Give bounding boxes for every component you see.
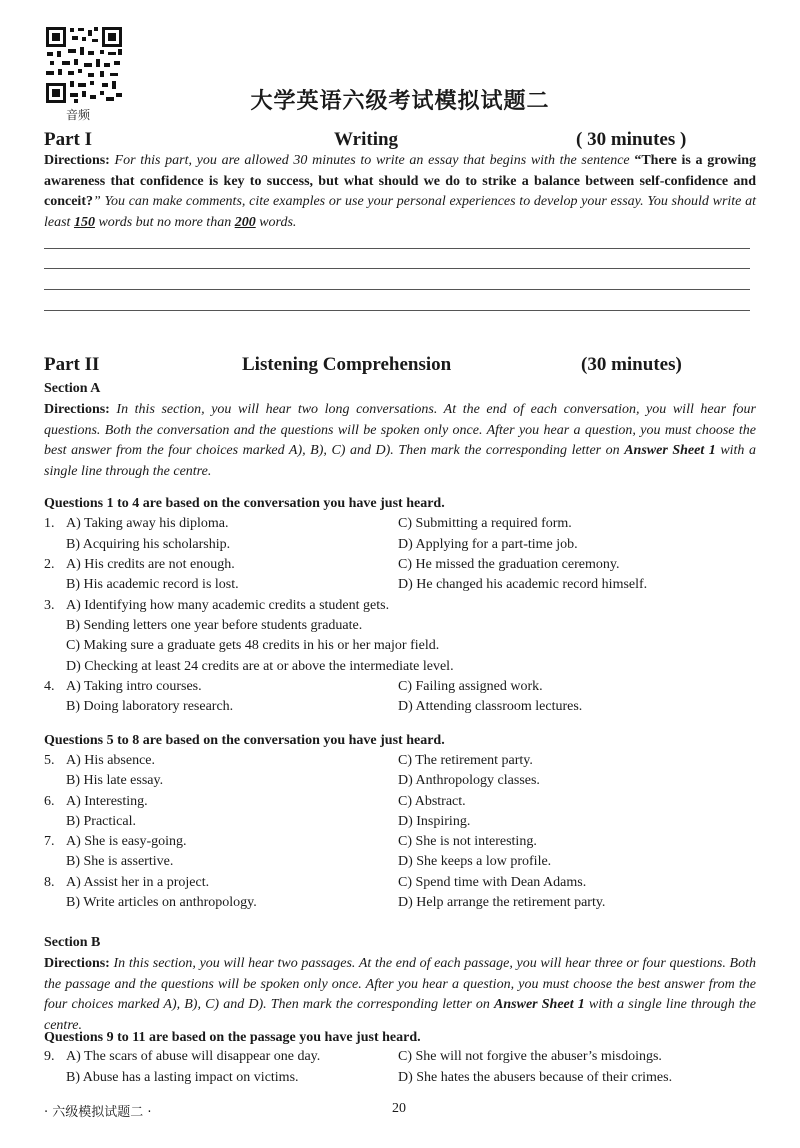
option-a[interactable]: A) Assist her in a project.: [66, 875, 210, 890]
option-c[interactable]: C) Making sure a graduate gets 48 credits in his or her major field.: [66, 638, 440, 653]
directions-text-2: ” You can make comments, cite examples or use your personal experiences to develop your essay. You should write at least: [44, 194, 756, 230]
option-d[interactable]: D) Help arrange the retirement party.: [398, 895, 606, 910]
option-a[interactable]: A) His credits are not enough.: [66, 557, 235, 572]
part1-directions: [44, 151, 756, 233]
question-number: 4.: [44, 679, 55, 694]
option-b[interactable]: B) Sending letters one year before students graduate.: [66, 618, 363, 633]
part1-name: Writing: [334, 129, 399, 150]
option-a[interactable]: A) Taking intro courses.: [66, 679, 202, 694]
essay-opening-sentence: “There is a growing awareness that confidence is key to success, but what should we do to strike a balance between self-confidence and conceit?: [44, 153, 756, 210]
section-a-directions: [44, 400, 756, 482]
option-d[interactable]: D) Checking at least 24 credits are at or above the intermediate level.: [66, 659, 454, 674]
section-b-directions: [44, 954, 756, 1036]
part1-time: ( 30 minutes ): [576, 129, 687, 150]
option-a[interactable]: A) His absence.: [66, 753, 156, 768]
footer-label: · 六级模拟试题二 ·: [44, 1105, 152, 1120]
question-number: 6.: [44, 794, 55, 809]
option-d[interactable]: D) Applying for a part-time job.: [398, 537, 578, 552]
option-b[interactable]: B) Acquiring his scholarship.: [66, 537, 231, 552]
option-c[interactable]: C) The retirement party.: [398, 753, 533, 768]
min-words: 150: [73, 214, 95, 230]
max-words: 200: [234, 214, 256, 230]
part2-label: Part II: [44, 354, 100, 375]
option-d[interactable]: D) She keeps a low profile.: [398, 854, 552, 869]
option-c[interactable]: C) Submitting a required form.: [398, 516, 572, 531]
option-d[interactable]: D) He changed his academic record himself.: [398, 577, 648, 592]
option-b[interactable]: B) Practical.: [66, 814, 136, 829]
option-c[interactable]: C) Failing assigned work.: [398, 679, 543, 694]
option-b[interactable]: B) Write articles on anthropology.: [66, 895, 257, 910]
writing-line[interactable]: [44, 310, 750, 311]
writing-line[interactable]: [44, 289, 750, 290]
question-number: 3.: [44, 598, 55, 613]
option-b[interactable]: B) She is assertive.: [66, 854, 174, 869]
option-a[interactable]: A) She is easy-going.: [66, 834, 187, 849]
option-c[interactable]: C) Spend time with Dean Adams.: [398, 875, 587, 890]
option-a[interactable]: A) Interesting.: [66, 794, 148, 809]
part1-label: Part I: [44, 129, 93, 150]
directions-text-1: In this section, you will hear two passages. At the end of each passage, you will hear three or four questions. Both the passage and the questions will be spoken only once. After you hear a question, you must choose the best answer from the four choices marked A), B), C) and D). Then mark the corresponding letter on: [44, 956, 756, 1013]
question-number: 9.: [44, 1049, 55, 1064]
part2-time: (30 minutes): [581, 354, 682, 375]
directions-text-2: with a single line through the centre.: [44, 443, 756, 479]
audio-label: 音频: [66, 108, 91, 122]
option-c[interactable]: C) She is not interesting.: [398, 834, 537, 849]
answer-sheet-label: Answer Sheet 1: [624, 443, 716, 459]
question-number: 8.: [44, 875, 55, 890]
option-d[interactable]: D) Attending classroom lectures.: [398, 699, 583, 714]
question-group-heading: Questions 5 to 8 are based on the conversation you have just heard.: [44, 733, 445, 748]
option-c[interactable]: C) She will not forgive the abuser’s misdoings.: [398, 1049, 662, 1064]
option-b[interactable]: B) His academic record is lost.: [66, 577, 239, 592]
answer-sheet-label: Answer Sheet 1: [494, 997, 585, 1013]
option-d[interactable]: D) She hates the abusers because of their crimes.: [398, 1070, 673, 1085]
option-b[interactable]: B) Abuse has a lasting impact on victims.: [66, 1070, 299, 1085]
part2-name: Listening Comprehension: [242, 354, 452, 375]
qr-code-icon[interactable]: [44, 25, 124, 105]
option-b[interactable]: B) His late essay.: [66, 773, 164, 788]
question-number: 1.: [44, 516, 55, 531]
option-d[interactable]: D) Inspiring.: [398, 814, 471, 829]
section-b-label: Section B: [44, 935, 101, 950]
writing-line[interactable]: [44, 268, 750, 269]
option-a[interactable]: A) The scars of abuse will disappear one day.: [66, 1049, 321, 1064]
directions-label: Directions:: [44, 956, 110, 971]
option-a[interactable]: A) Identifying how many academic credits a student gets.: [66, 598, 390, 613]
question-number: 7.: [44, 834, 55, 849]
page-number: 20: [392, 1101, 406, 1116]
question-number: 2.: [44, 557, 55, 572]
section-a-label: Section A: [44, 381, 101, 396]
option-c[interactable]: C) He missed the graduation ceremony.: [398, 557, 620, 572]
exam-title: 大学英语六级考试模拟试题二: [250, 89, 550, 114]
directions-text-1: In this section, you will hear two long conversations. At the end of each conversation, you will hear four questions. Both the conversation and the questions will be spoken only once. After you hear a question, you must choose the best answer from the four choices marked A), B), C) and D). Then mark the corresponding letter on: [44, 402, 756, 459]
question-group-heading: Questions 9 to 11 are based on the passage you have just heard.: [44, 1030, 421, 1045]
directions-text-1: For this part, you are allowed 30 minutes to write an essay that begins with the sentence: [109, 153, 635, 168]
directions-text-2: with a single line through the centre.: [44, 997, 756, 1033]
directions-text-3: words but no more than: [94, 214, 235, 230]
option-d[interactable]: D) Anthropology classes.: [398, 773, 540, 788]
question-group-heading: Questions 1 to 4 are based on the conversation you have just heard.: [44, 496, 445, 511]
writing-line[interactable]: [44, 248, 750, 249]
option-b[interactable]: B) Doing laboratory research.: [66, 699, 234, 714]
directions-text-4: words.: [255, 214, 297, 230]
option-c[interactable]: C) Abstract.: [398, 794, 466, 809]
option-a[interactable]: A) Taking away his diploma.: [66, 516, 229, 531]
question-number: 5.: [44, 753, 55, 768]
directions-label: Directions:: [44, 153, 110, 168]
directions-label: Directions:: [44, 402, 110, 417]
